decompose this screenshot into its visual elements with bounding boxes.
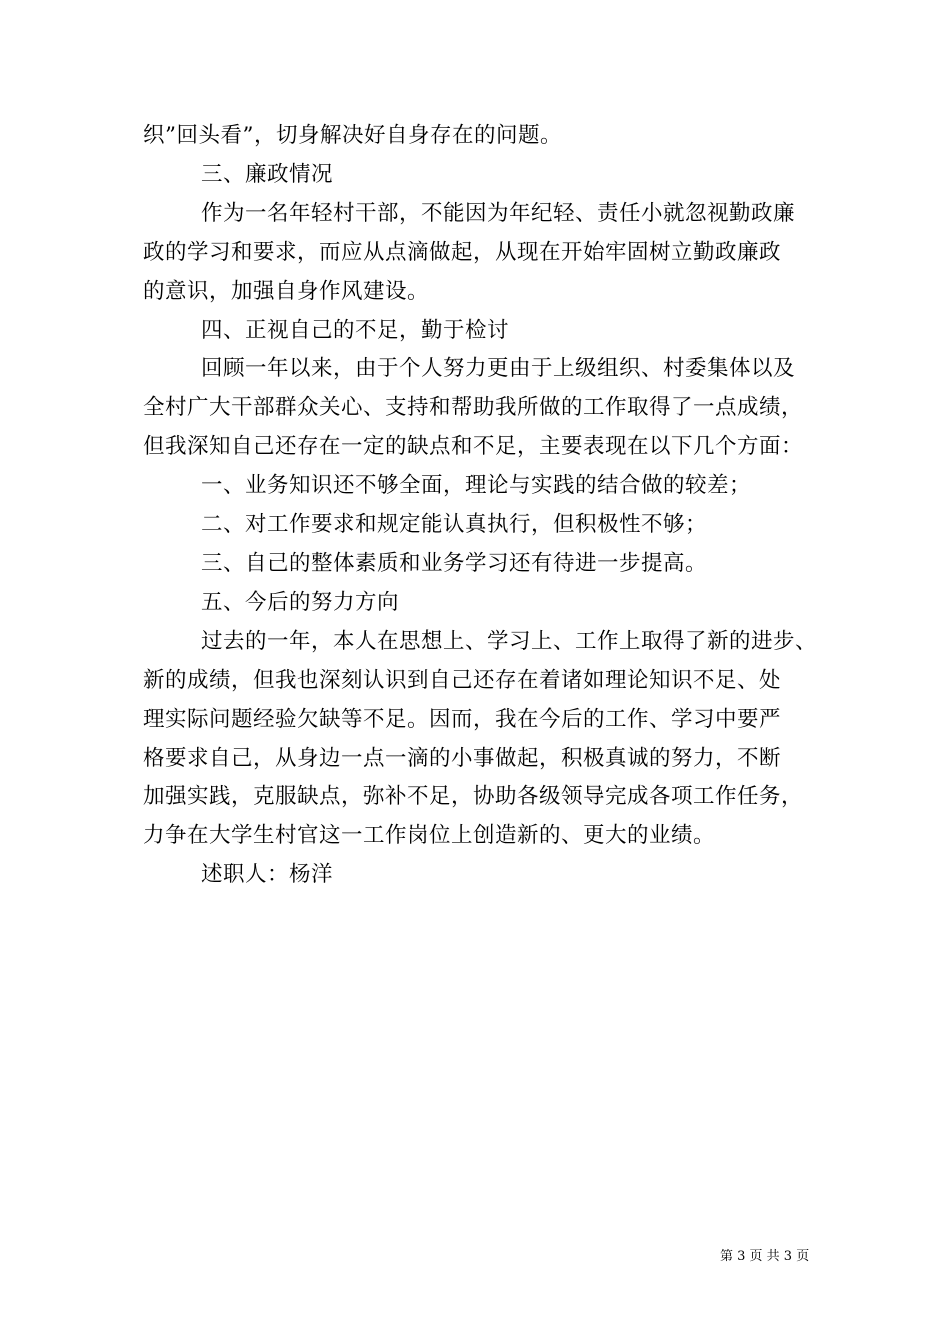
list-item: 三、自己的整体素质和业务学习还有待进一步提高。 [201,550,708,576]
list-item: 一、业务知识还不够全面，理论与实践的结合做的较差； [201,473,752,499]
text-line: 作为一名年轻村干部，不能因为年纪轻、责任小就忽视勤政廉 [201,200,796,226]
text-line: 过去的一年，本人在思想上、学习上、工作上取得了新的进步、 [201,628,818,654]
text-line: 格要求自己，从身边一点一滴的小事做起，积极真诚的努力，不断 [143,745,782,771]
text-line: 新的成绩，但我也深刻认识到自己还存在着诸如理论知识不足、处 [143,667,782,693]
text-line: 回顾一年以来，由于个人努力更由于上级组织、村委集体以及 [201,356,796,382]
text-line: 政的学习和要求，而应从点滴做起，从现在开始牢固树立勤政廉政 [143,239,782,265]
text-line: 织”回头看”，切身解决好自身存在的问题。 [143,123,562,148]
list-item: 二、对工作要求和规定能认真执行，但积极性不够； [201,512,708,538]
signature-line: 述职人：杨洋 [201,862,334,888]
text-line: 力争在大学生村官这一工作岗位上创造新的、更大的业绩。 [143,823,716,849]
text-line: 理实际问题经验欠缺等不足。因而，我在今后的工作、学习中要严 [143,706,782,732]
text-line: 但我深知自己还存在一定的缺点和不足，主要表现在以下几个方面： [143,434,804,460]
text-line: 加强实践，克服缺点，弥补不足，协助各级领导完成各项工作任务， [143,784,804,810]
text-line: 的意识，加强自身作风建设。 [143,278,430,304]
section-heading: 五、今后的努力方向 [201,589,400,615]
text-line: 全村广大干部群众关心、支持和帮助我所做的工作取得了一点成绩， [143,395,804,421]
section-heading: 四、正视自己的不足，勤于检讨 [201,317,510,343]
document-body [143,117,833,895]
page-number-footer: 第 3 页 共 3 页 [720,1249,810,1264]
section-heading: 三、廉政情况 [201,161,334,187]
